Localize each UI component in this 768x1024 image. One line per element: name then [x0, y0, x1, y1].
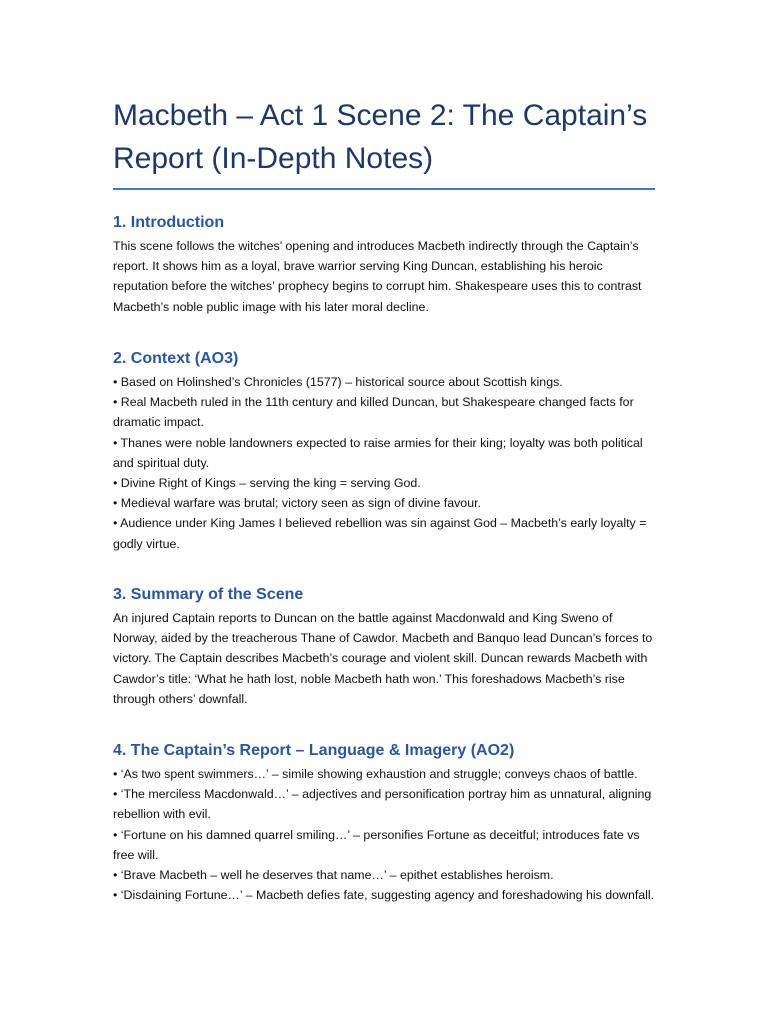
section-heading: 2. Context (AO3)	[113, 350, 239, 367]
list-item: • ‘Fortune on his damned quarrel smiling…’ – personifies Fortune as deceitful; introduces fate vs free will.	[113, 827, 640, 862]
section-paragraph: This scene follows the witches’ opening and introduces Macbeth indirectly through the Captain’s report. It shows him as a loyal, brave warrior serving King Duncan, establishing his heroic reputation before the witches’ prophecy begins to corrupt him. Shakespeare uses this to contrast Macbeth’s noble public image with his later moral decline.	[113, 239, 642, 314]
section-captains-report	[113, 741, 658, 905]
list-item: • ‘As two spent swimmers…’ – simile showing exhaustion and struggle; conveys chaos of battle.	[113, 767, 638, 781]
list-item: • Divine Right of Kings – serving the king = serving God.	[113, 476, 421, 491]
page-title: Macbeth – Act 1 Scene 2: The Captain’s Report (In-Depth Notes)	[113, 99, 648, 175]
list-item: • Real Macbeth ruled in the 11th century and killed Duncan, but Shakespeare changed facts for dramatic impact.	[113, 395, 634, 430]
section-heading: 1. Introduction	[113, 214, 225, 231]
section-introduction	[113, 213, 658, 317]
list-item: • ‘Disdaining Fortune…’ – Macbeth defies fate, suggesting agency and foreshadowing his downfall.	[113, 888, 655, 903]
section-heading: 4. The Captain’s Report – Language & Imagery (AO2)	[113, 742, 515, 759]
bullet-list	[113, 372, 658, 554]
title-underline	[113, 188, 655, 190]
section-context	[113, 349, 658, 554]
list-item: • Thanes were noble landowners expected to raise armies for their king; loyalty was both political and spiritual duty.	[113, 435, 643, 470]
list-item: • Medieval warfare was brutal; victory seen as sign of divine favour.	[113, 496, 481, 511]
list-item: • Audience under King James I believed rebellion was sin against God – Macbeth’s early loyalty = godly virtue.	[113, 516, 647, 551]
list-item: • Based on Holinshed’s Chronicles (1577) – historical source about Scottish kings.	[113, 375, 563, 389]
document-page	[113, 92, 658, 903]
list-item: • ‘Brave Macbeth – well he deserves that name…’ – epithet establishes heroism.	[113, 868, 554, 883]
section-heading: 3. Summary of the Scene	[113, 586, 304, 603]
section-paragraph: An injured Captain reports to Duncan on the battle against Macdonwald and King Sweno of Norway, aided by the treacherous Thane of Cawdor. Macbeth and Banquo lead Duncan’s forces to victory. The Captain describes Macbeth’s courage and violent skill. Duncan rewards Macbeth with Cawdor’s title: ‘What he hath lost, noble Macbeth hath won.’ This foreshadows Macbeth’s rise through others’ downfall.	[113, 611, 653, 706]
bullet-list	[113, 764, 658, 905]
list-item: • ‘The merciless Macdonwald…’ – adjectives and personification portray him as unnatural, aligning rebellion with evil.	[113, 787, 652, 822]
section-summary	[113, 585, 658, 709]
